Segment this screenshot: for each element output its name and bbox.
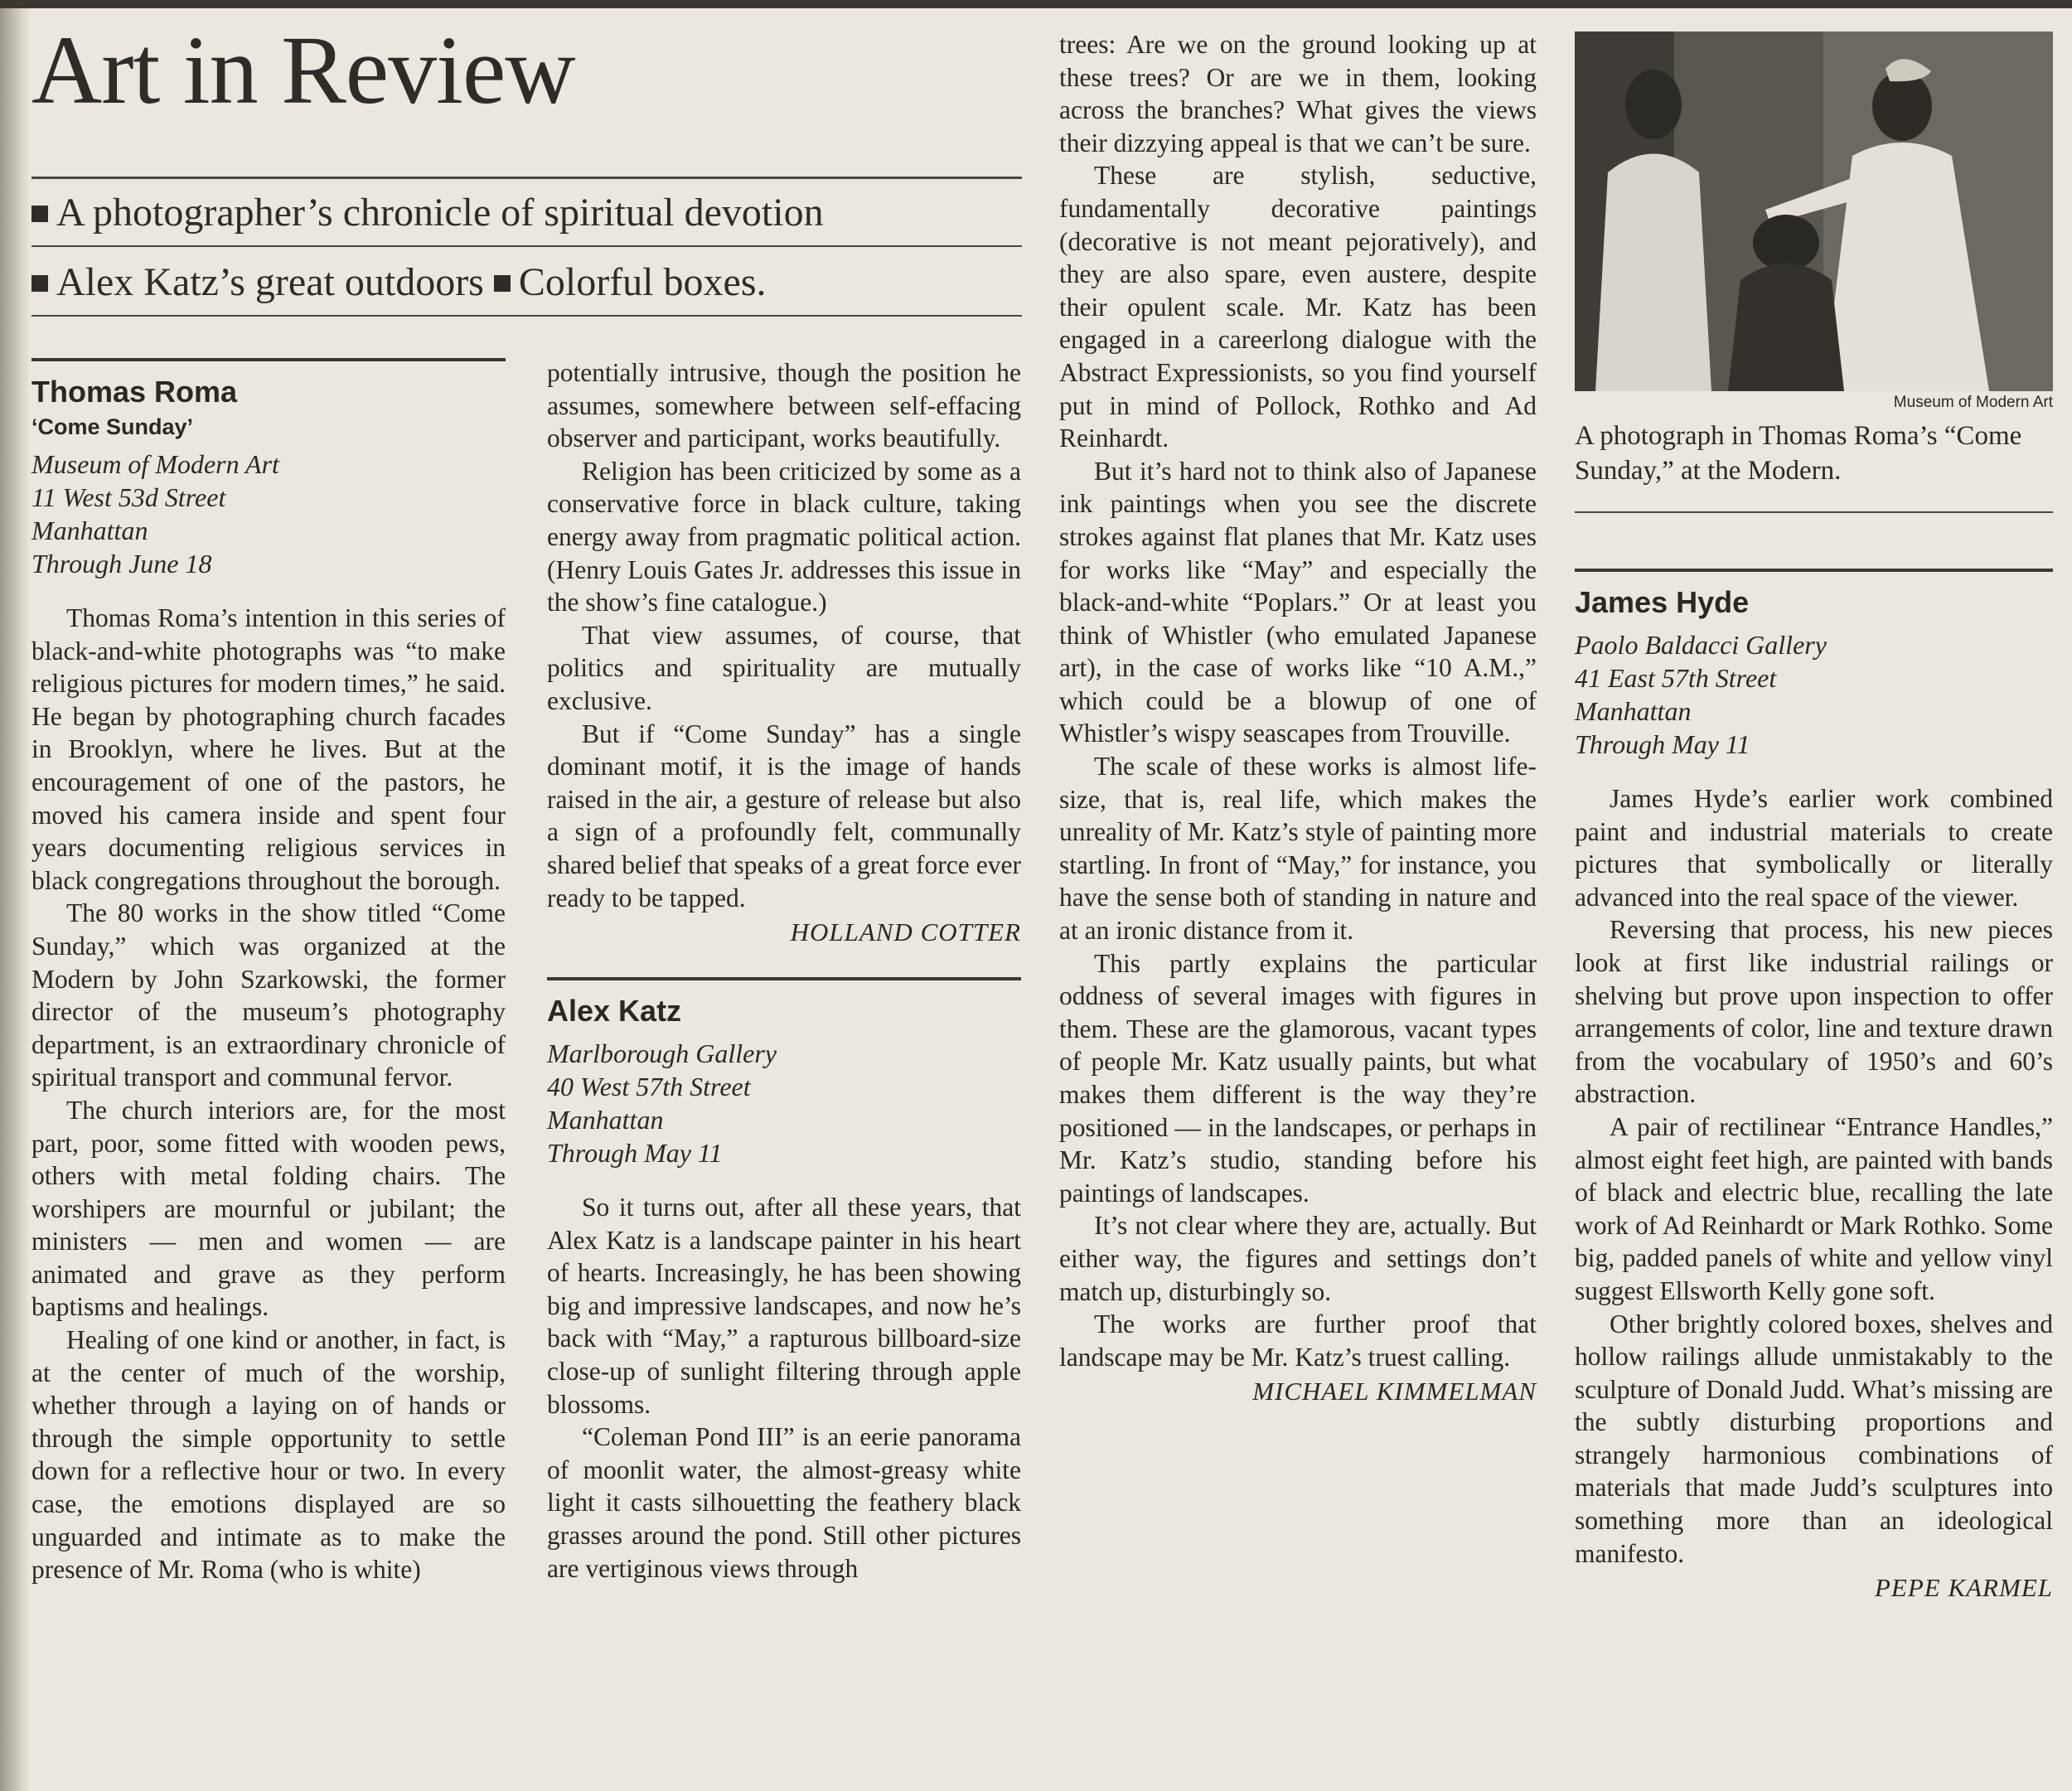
- paragraph: This partly explains the particular oddness of several images with figures in them. These are the glamorous, vacant types of people Mr. Katz usually paints, but what makes them different is the way they’re positioned — in the landscapes, or perhaps in Mr. Katz’s studio, standing before his paintings of landscapes.: [1059, 948, 1537, 1208]
- venue-info: [31, 448, 506, 580]
- photo-credit: Museum of Modern Art: [1893, 394, 2053, 411]
- venue-city: Manhattan: [31, 516, 148, 545]
- caption-rule: [1575, 511, 2053, 513]
- column-2: [547, 356, 1021, 1585]
- paragraph: Reversing that process, his new pieces look at first like industrial railings or shelving but prove upon inspection to offer arrangements of color, line and texture drawn from the vocabulary of 1950’s and 60’s abstraction.: [1575, 915, 2053, 1109]
- column-4: [1575, 569, 2053, 1605]
- review-artist-roma: Thomas Roma: [31, 375, 238, 409]
- venue-name: Marlborough Gallery: [547, 1038, 777, 1069]
- photo-caption: A photograph in Thomas Roma’s “Come Sunday,” at the Modern.: [1575, 421, 2022, 486]
- bullet-square-icon: [494, 275, 511, 292]
- paragraph: potentially intrusive, though the position he assumes, somewhere between self-effacing observer and participant, works beautifully.: [547, 358, 1021, 453]
- paragraph: Religion has been criticized by some as a conservative force in black culture, taking energy away from pragmatic political action. (Henry Louis Gates Jr. addresses this issue in the show’s fine catalogue.): [547, 456, 1021, 617]
- show-dates: Through May 11: [547, 1138, 723, 1169]
- venue-city: Manhattan: [1575, 696, 1692, 726]
- deck-rule-middle: [31, 245, 1022, 247]
- paragraph: These are stylish, seductive, fundamentally decorative paintings (decorative is not meant pejoratively), and they are also spare, even austere, despite their opulent scale. Mr. Katz has been engaged in a careerlong dialogue with the Abstract Expressionists, so you find yourself put in mind of Pollock, Rothko and Ad Reinhardt.: [1059, 161, 1537, 453]
- section-rule: [547, 977, 1021, 980]
- section-rule: [1575, 569, 2053, 572]
- venue-address: 40 West 57th Street: [547, 1072, 751, 1102]
- paragraph: The 80 works in the show titled “Come Sunday,” which was organized at the Modern by John Szarkowski, the former director of the museum’s photography department, is an extraordinary chronicle of spiritual transport and communal fervor.: [31, 898, 506, 1092]
- venue-address: 11 West 53d Street: [31, 482, 226, 512]
- paragraph: Healing of one kind or another, in fact, is at the center of much of the worship, whether through a laying on of hands or through the simple opportunity to settle down for a reflective hour or two. In every case, the emotions displayed are so unguarded and intimate as to make the presence of Mr. Roma (who is white): [31, 1325, 506, 1585]
- bullet-square-icon: [31, 275, 48, 292]
- deck-rule-top: [31, 177, 1022, 179]
- photograph-come-sunday: [1575, 31, 2053, 391]
- show-dates: Through June 18: [31, 549, 212, 578]
- page-title: Art in Review: [31, 16, 575, 124]
- review-body: [31, 602, 506, 1586]
- paragraph: But it’s hard not to think also of Japanese ink paintings when you see the discrete strokes against flat planes that Mr. Katz uses for works like “May” and especially the black-and-white “Poplars.” Or at least you think of Whistler (who emulated Japanese art), in the case of works like “10 A.M.,” which could be a blowup of one of Whistler’s wispy seascapes from Trouville.: [1059, 456, 1537, 748]
- paragraph: The church interiors are, for the most part, poor, some fitted with wooden pews, others with metal folding chairs. The worshipers are mournful or jubilant; the ministers — men and women — are animated and grave as they perform baptisms and healings.: [31, 1095, 506, 1322]
- venue-info: [1575, 628, 2053, 761]
- paragraph: So it turns out, after all these years, that Alex Katz is a landscape painter in his heart of hearts. Increasingly, he has been showing big and impressive landscapes, and now he’s back with “May,” a rapturous billboard-size close-up of sunlight filtering through apple blossoms.: [547, 1193, 1021, 1419]
- column-1: [31, 358, 506, 1586]
- paragraph: But if “Come Sunday” has a single dominant motif, it is the image of hands raised in the air, a gesture of release but also a sign of a profoundly felt, communally shared belief that speaks of a great force ever ready to be tapped.: [547, 719, 1021, 912]
- paragraph: Other brightly colored boxes, shelves and hollow railings allude unmistakably to the sculpture of Donald Judd. What’s missing are the subtly disturbing proportions and strangely harmonious combinations of materials that made Judd’s sculptures into something more than an ideological manifesto.: [1575, 1309, 2053, 1568]
- paragraph: That view assumes, of course, that politics and spirituality are mutually exclusive.: [547, 620, 1021, 715]
- paragraph: The scale of these works is almost life-size, that is, real life, which makes the unreality of Mr. Katz’s style of painting more startling. In front of “May,” for instance, you have the sense both of standing in nature and at an ironic distance from it.: [1059, 752, 1537, 946]
- bullet-square-icon: [31, 206, 48, 222]
- byline-roma: HOLLAND COTTER: [790, 917, 1021, 947]
- deck-line-2: Alex Katz’s great outdoors Colorful boxes.: [31, 259, 767, 307]
- paragraph: It’s not clear where they are, actually. But either way, the figures and settings don’t match up, disturbingly so.: [1059, 1211, 1537, 1306]
- venue-city: Manhattan: [547, 1105, 664, 1135]
- paragraph: trees: Are we on the ground looking up at these trees? Or are we in them, looking across the branches? What gives the views their dizzying appeal is that we can’t be sure.: [1059, 30, 1537, 157]
- column-3: [1059, 28, 1537, 1408]
- review-artist-hyde: James Hyde: [1575, 585, 1750, 619]
- section-rule: [31, 358, 506, 361]
- show-dates: Through May 11: [1575, 729, 1750, 759]
- venue-address: 41 East 57th Street: [1575, 663, 1777, 693]
- scan-binding-shadow: [0, 8, 30, 1791]
- deck-rule-bottom: [31, 315, 1022, 317]
- review-artist-katz: Alex Katz: [547, 994, 682, 1029]
- paragraph: A pair of rectilinear “Entrance Handles,” almost eight feet high, are painted with bands of black and electric blue, recalling the late work of Ad Reinhardt or Mark Rothko. Some big, padded panels of white and yellow vinyl suggest Ellsworth Kelly gone soft.: [1575, 1111, 2053, 1305]
- venue-name: Museum of Modern Art: [31, 449, 279, 479]
- review-body-continued: [547, 356, 1021, 914]
- venue-name: Paolo Baldacci Gallery: [1575, 630, 1827, 660]
- byline-katz: MICHAEL KIMMELMAN: [1252, 1377, 1537, 1406]
- review-body-continued: [1059, 28, 1537, 1373]
- venue-info: [547, 1037, 1021, 1169]
- paragraph: James Hyde’s earlier work combined paint and industrial materials to create pictures that symbolically or literally advanced into the real space of the viewer.: [1575, 784, 2053, 912]
- review-body: [1575, 782, 2053, 1570]
- review-show-title: ‘Come Sunday’: [31, 414, 194, 439]
- byline-hyde: PEPE KARMEL: [1874, 1573, 2053, 1603]
- deck-line-1: A photographer’s chronicle of spiritual devotion: [31, 189, 824, 237]
- page-top-border: [0, 0, 2072, 8]
- review-body: [547, 1191, 1021, 1585]
- paragraph: The works are further proof that landscape may be Mr. Katz’s truest calling.: [1059, 1309, 1537, 1372]
- paragraph: Thomas Roma’s intention in this series of black-and-white photographs was “to make religious pictures for modern times,” he said. He began by photographing church facades in Brooklyn, where he lives. But at the encouragement of one of the pastors, he moved his camera inside and spent four years documenting religious services in black congregations throughout the borough.: [31, 603, 506, 895]
- paragraph: “Coleman Pond III” is an eerie panorama of moonlit water, the almost-greasy white light it casts silhouetting the feathery black grasses around the pond. Still other pictures are vertiginous views through: [547, 1422, 1021, 1583]
- photo-illustration: [1575, 31, 2053, 391]
